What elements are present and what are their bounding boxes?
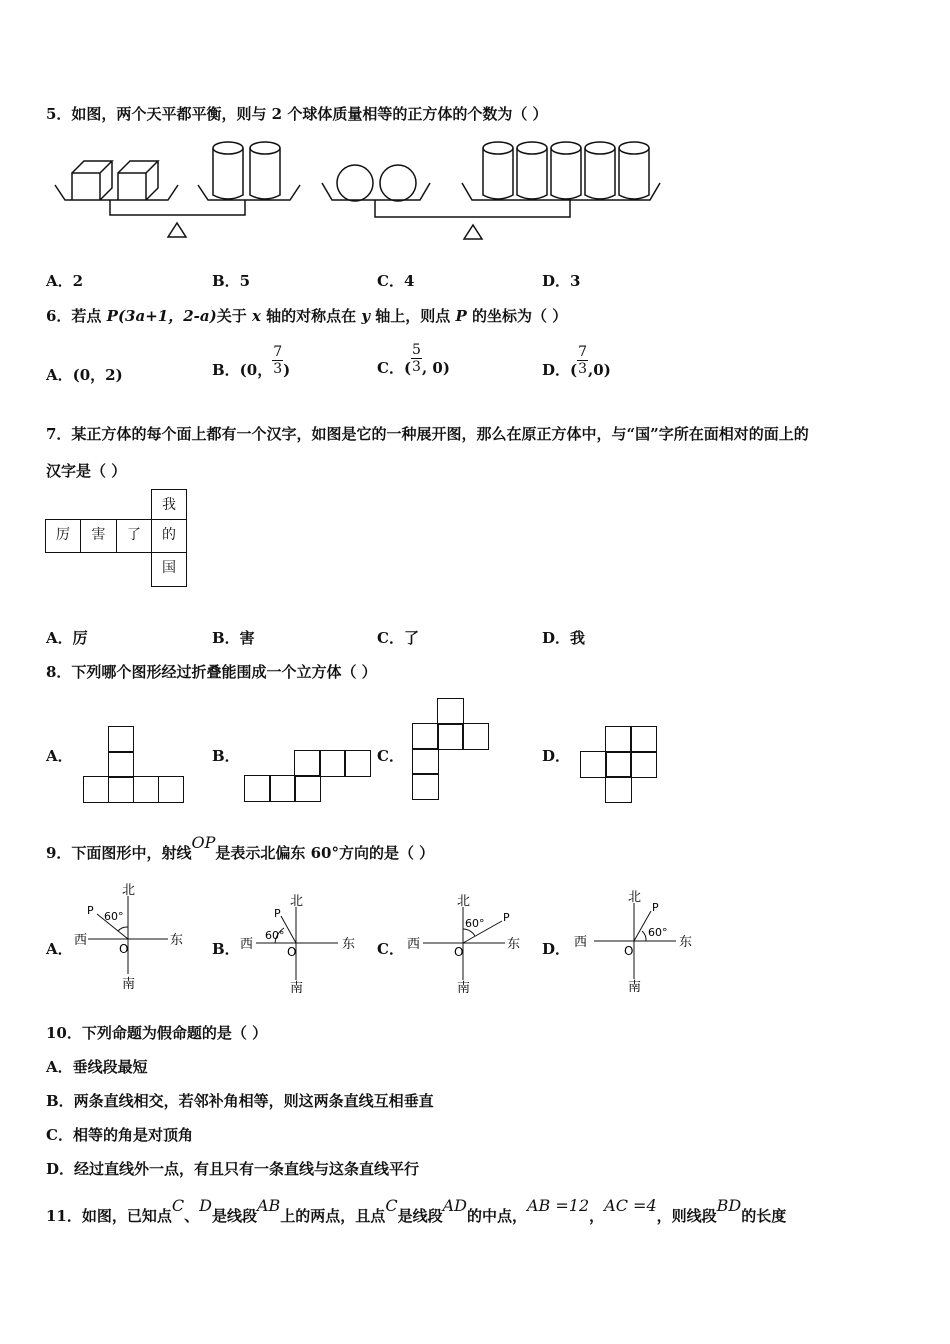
q9-option-a[interactable]: A． [46, 940, 73, 958]
q6-option-d[interactable]: D．( $\frac{7}{3}$ ,0) [542, 344, 611, 379]
svg-text:O: O [624, 944, 634, 958]
svg-text:南: 南 [122, 977, 136, 992]
q7-cube-net [45, 489, 190, 589]
svg-text:南: 南 [457, 981, 471, 993]
svg-text:东: 东 [170, 933, 184, 948]
q5-option-d[interactable]: D．3 [542, 272, 581, 290]
svg-text:北: 北 [290, 894, 304, 909]
q9-option-d[interactable]: D． [542, 940, 571, 958]
q9-option-b[interactable]: B． [212, 940, 240, 958]
q9-option-c[interactable]: C． [377, 940, 404, 958]
svg-text:P: P [274, 907, 281, 920]
q8-net-d [580, 726, 660, 804]
svg-text:西: 西 [74, 933, 88, 948]
q8-option-c[interactable]: C． [377, 747, 404, 765]
balance-left [55, 142, 300, 237]
q5-balance-figure [50, 135, 670, 245]
q6-option-a[interactable]: A．(0，2) [46, 366, 123, 384]
q7-option-a[interactable]: A．厉 [46, 629, 88, 647]
q9-compass-c [405, 893, 530, 993]
svg-text:东: 东 [507, 937, 521, 952]
svg-text:P: P [503, 911, 510, 924]
q10-option-d[interactable]: D．经过直线外一点，有且只有一条直线与这条直线平行 [46, 1160, 420, 1178]
svg-text:西: 西 [407, 937, 421, 952]
q10-option-b[interactable]: B．两条直线相交，若邻补角相等，则这两条直线互相垂直 [46, 1092, 434, 1110]
q11-stem: 11．如图，已知点C、D是线段AB上的两点，且点C是线段AD的中点，AB =12，AC =4，则线段BD的长度 [46, 1196, 787, 1225]
svg-text:60°: 60° [648, 926, 668, 939]
q6-stem: 6．若点 P(3a+1，2-a)关于 x 轴的对称点在 y 轴上，则点 P 的坐标为（ ） [46, 307, 568, 325]
svg-text:东: 东 [342, 937, 356, 952]
svg-text:O: O [287, 945, 297, 959]
q10-stem: 10．下列命题为假命题的是（ ） [46, 1024, 268, 1042]
net-cell-li: 厉 [45, 519, 81, 553]
q10-option-a[interactable]: A．垂线段最短 [46, 1058, 148, 1076]
svg-text:北: 北 [122, 883, 136, 898]
q9-compass-a [70, 882, 190, 992]
q9-compass-d [572, 889, 697, 993]
svg-text:北: 北 [457, 894, 471, 909]
q8-stem: 8．下列哪个图形经过折叠能围成一个立方体（ ） [46, 663, 377, 681]
svg-text:东: 东 [679, 935, 693, 950]
q5-option-b[interactable]: B．5 [212, 272, 251, 290]
svg-text:60°: 60° [104, 910, 124, 923]
svg-text:60°: 60° [265, 929, 285, 942]
q5-stem: 5．如图，两个天平都平衡，则与 2 个球体质量相等的正方体的个数为（ ） [46, 105, 548, 123]
svg-text:北: 北 [628, 890, 642, 905]
net-cell-guo: 国 [151, 552, 187, 587]
q9-compass-b [238, 893, 363, 993]
q8-net-c [412, 698, 492, 802]
svg-text:P: P [87, 904, 94, 917]
q7-stem-line2: 汉字是（ ） [46, 462, 127, 480]
q5-option-c[interactable]: C．4 [377, 272, 415, 290]
balance-right [322, 142, 660, 239]
svg-text:南: 南 [290, 981, 304, 993]
svg-text:O: O [454, 945, 464, 959]
q8-option-b[interactable]: B． [212, 747, 240, 765]
q6-option-b[interactable]: B．(0， $\frac{7}{3}$ ) [212, 344, 291, 379]
q8-net-b [244, 750, 374, 804]
q8-net-a [83, 726, 187, 804]
q9-stem: 9．下面图形中，射线OP是表示北偏东 60°方向的是（ ） [46, 833, 435, 862]
svg-text:西: 西 [240, 937, 254, 952]
svg-text:60°: 60° [465, 917, 485, 930]
q5-option-a[interactable]: A．2 [46, 272, 84, 290]
net-cell-de: 的 [151, 519, 187, 553]
q6-option-c[interactable]: C．( $\frac{5}{3}$ , 0) [377, 342, 450, 377]
net-cell-le: 了 [116, 519, 152, 553]
svg-text:南: 南 [628, 980, 642, 993]
q7-option-c[interactable]: C．了 [377, 629, 419, 647]
q7-option-d[interactable]: D．我 [542, 629, 586, 647]
q7-stem-line1: 7．某正方体的每个面上都有一个汉字，如图是它的一种展开图，那么在原正方体中，与“国”字所在面相对的面上的 [46, 425, 809, 443]
net-cell-hai: 害 [80, 519, 117, 553]
q8-option-a[interactable]: A． [46, 747, 73, 765]
q7-option-b[interactable]: B．害 [212, 629, 255, 647]
net-cell-wo: 我 [151, 489, 187, 520]
q8-option-d[interactable]: D． [542, 747, 571, 765]
q10-option-c[interactable]: C．相等的角是对顶角 [46, 1126, 193, 1144]
svg-text:O: O [119, 942, 129, 956]
svg-text:P: P [652, 901, 659, 914]
svg-text:西: 西 [574, 935, 588, 950]
